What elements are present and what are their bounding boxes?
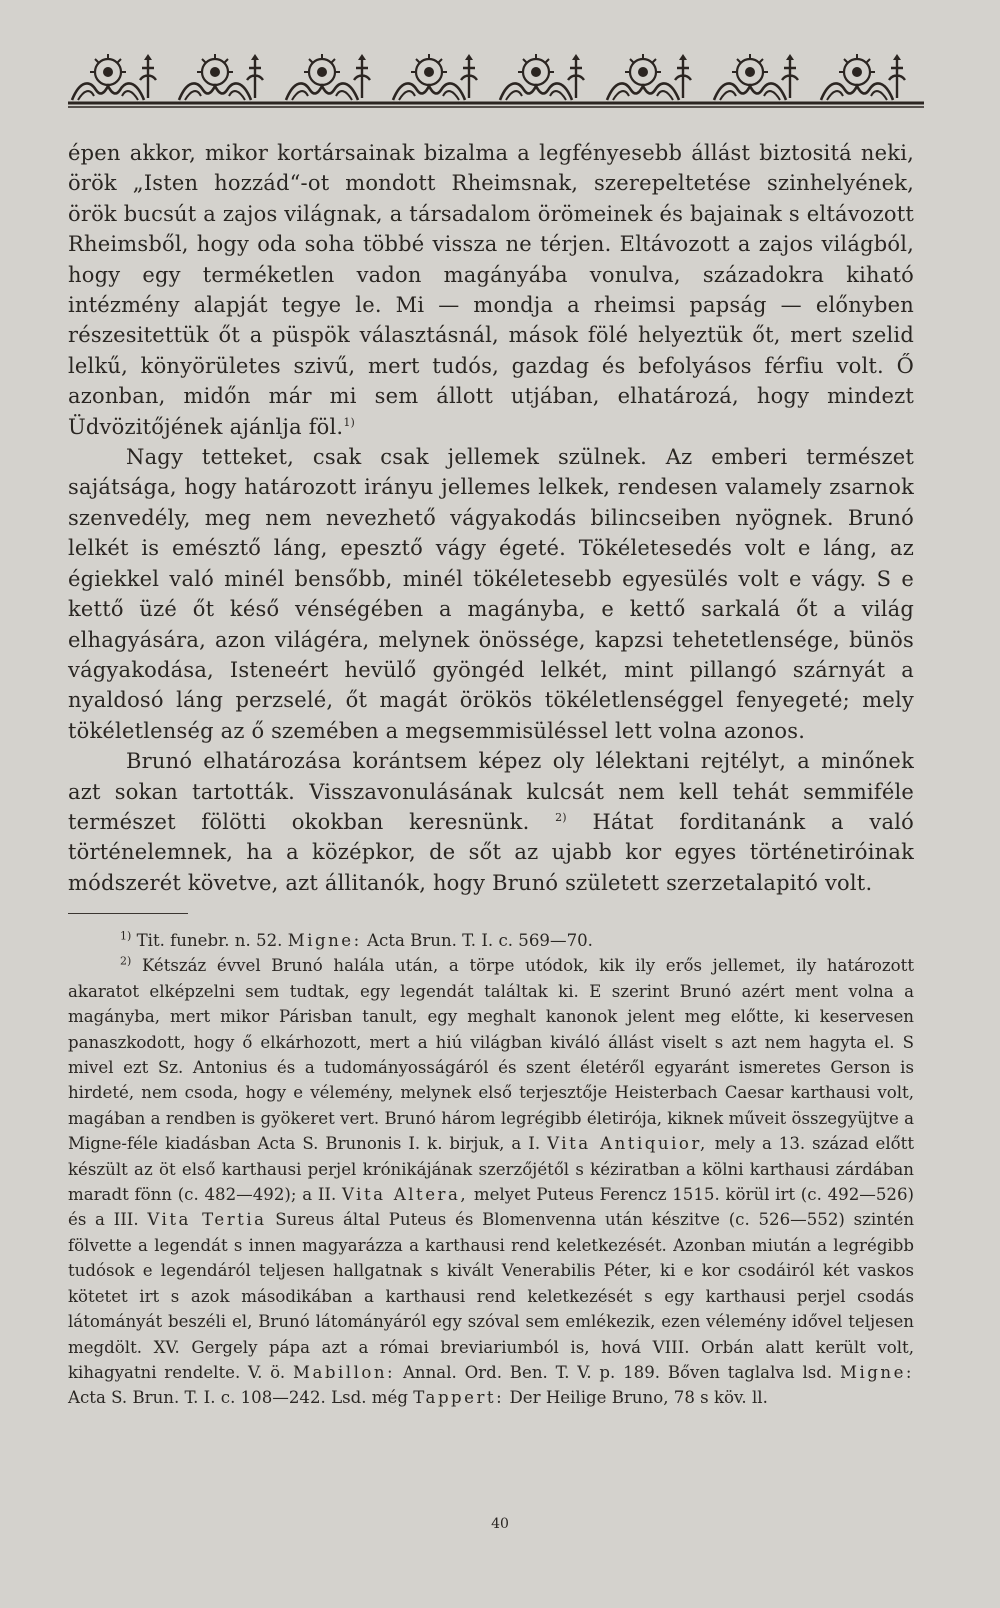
paragraph-1-text: épen akkor, mikor kortársainak bizalma a legfényesebb állást biztositá neki, örök „Isten hozzád“-ot mondott Rheimsnak, szerepeltetése szinhelyének, örök bucsút a zajos világnak, a társadalom örömeinek és bajainak s eltávozott Rheimsből, hogy oda soha többé vissza ne térjen. Eltávozott a zajos világból, hogy egy terméketlen vadon magányába vonulva, századokra kiható intézmény alapját tegye le. Mi — mondja a rheimsi papság — előnyben részesitettük őt a püspök választásnál, mások fölé helyeztük őt, mert szelid lelkű, könyörületes szivű, mert tudós, gazdag és befolyásos férfiu volt. Ő azonban, midőn már mi sem állott utjában, elhatározá, hogy mindezt Üdvözitőjének ajánlja föl. (68, 141, 914, 439)
footnote-2-text-g: Der Heilige Bruno, 78 s köv. ll. (509, 1388, 768, 1408)
footnote-ref-2: 2) (555, 810, 567, 824)
footnote-separator (68, 913, 188, 914)
footnote-1-text-a: Tit. funebr. n. 52. (136, 931, 283, 950)
footnote-1 (68, 928, 914, 953)
footnote-1-mark: 1) (120, 929, 132, 943)
footnote-2-migne: Migne: (839, 1362, 914, 1382)
footnote-1-author: Migne: (287, 931, 362, 950)
footnotes (68, 928, 914, 1411)
footnote-2-text-b: mely a 13. század előtt készült az öt első karthausi perjel krónikájának szerzőjétől s kéziratban a kölni karthausi zárdában maradt fönn (c. 482—492); a II. (68, 1134, 914, 1205)
footnote-2-text-f: Acta S. Brun. T. I. c. 108—242. Lsd. még (68, 1388, 408, 1408)
paragraph-3 (68, 746, 914, 898)
paragraph-2: Nagy tetteket, csak csak jellemek szülnek. Az emberi természet sajátsága, hogy határozott irányu jellemes lelkek, rendesen valamely zsarnok szenvedély, meg nem nevezhető vágyakodás bilincseiben nyögnek. Brunó lelkét is emésztő láng, epesztő vágy égeté. Tökéletesedés volt e láng, az égiekkel való minél bensőbb, minél tökéletesebb egyesülés volt e vágy. S e kettő üzé őt késő vénségében a magányba, e kettő sarkalá őt a világ elhagyására, azon világéra, melynek önössége, kapzsi tehetetlensége, bünös vágyakodása, Isteneért hevülő gyöngéd lelkét, mint pillangó szárnyát a nyaldosó láng perzselé, őt magát örökös tökéletlenséggel fenyegeté; mely tökéletlenség az ő szemében a megsemmisüléssel lett volna azonos. (68, 445, 914, 743)
footnote-ref-1: 1) (343, 415, 356, 429)
footnote-2-vita-altera: Vita Altera, (341, 1185, 469, 1205)
footnote-2-mark: 2) (120, 954, 132, 968)
footnote-1-text-b: Acta Brun. T. I. c. 569—70. (367, 931, 593, 950)
footnote-2-text-e: Annal. Ord. Ben. T. V. p. 189. Bőven taglalva lsd. (402, 1362, 833, 1382)
main-text (68, 138, 914, 898)
footnote-2 (68, 953, 914, 1410)
paragraph-3-text-b: Hátat forditanánk a való történelemnek, ha a középkor, de sőt az ujabb kor egyes történetiróinak módszerét követve, azt állitanók, hogy Brunó született szerzetalapitó volt. (68, 809, 914, 895)
footnote-2-vita-antiquior: Vita Antiquior, (547, 1134, 708, 1154)
footnote-2-text-a: Kétszáz évvel Brunó halála után, a törpe utódok, kik ily erős jellemet, ily határozott akaratot elképzelni sem tudtak, egy legendát találtak ki. E szerint Brunó azért ment volna a magányba, mert mikor Párisban tanult, egy meghalt kanonok jelent meg előtte, ki keservesen panaszkodott, hogy ő elkárhozott, mert a hiú világban kiváló állást viselt s azt nem hagyta el. S mivel ezt Sz. Antonius és a tudományosságáról és szent életéről egyaránt ismeretes Gerson is hirdeté, nem csoda, hogy e vélemény, melynek első terjesztője Heisterbach Caesar karthausi volt, magában a rendben is gyökeret vert. Brunó három legrégibb életirója, kiknek műveit összegyüjtve a Migne-féle kiadásban Acta S. Brunonis I. k. birjuk, a I. (68, 956, 914, 1154)
page-number: 40 (491, 1516, 509, 1532)
decorative-header-ornament (68, 50, 924, 108)
footnote-2-tappert: Tappert: (413, 1388, 505, 1408)
footnote-2-text-d: Sureus által Puteus és Blomenvenna után készitve (c. 526—552) szintén fölvette a legendát s innen magyarázza a karthausi rend keletkezését. Azonban miután a legrégibb tudósok e legendáról teljesen hallgatnak s kivált Venerabilis Péter, ki e kor csodáiról két vaskos kötetet irt s azok másodikában a karthausi rend keletkezését s egy karthausi perjel csodás látományát beszéli el, Brunó látományáról egy szóval sem emlékezik, ezen vélemény idővel teljesen megdölt. XV. Gergely pápa azt a római breviariumból is, hová VIII. Orbán alatt került volt, kihagyatni rendelte. V. ö. (68, 1210, 915, 1382)
paragraph-1 (68, 138, 914, 442)
footnote-2-mabillon: Mabillon: (292, 1362, 396, 1382)
footnote-2-vita-tertia: Vita Tertia (147, 1210, 267, 1230)
paragraph-3-text-a: Brunó elhatározása korántsem képez oly lélektani rejtélyt, a minőnek azt sokan tartották. Visszavonulásának kulcsát nem kell tehát semmiféle természet fölötti okokban keresnünk. (68, 749, 914, 834)
footnote-2-text-c: melyet Puteus Ferencz 1515. körül irt (c. 492—526) és a III. (68, 1185, 914, 1230)
